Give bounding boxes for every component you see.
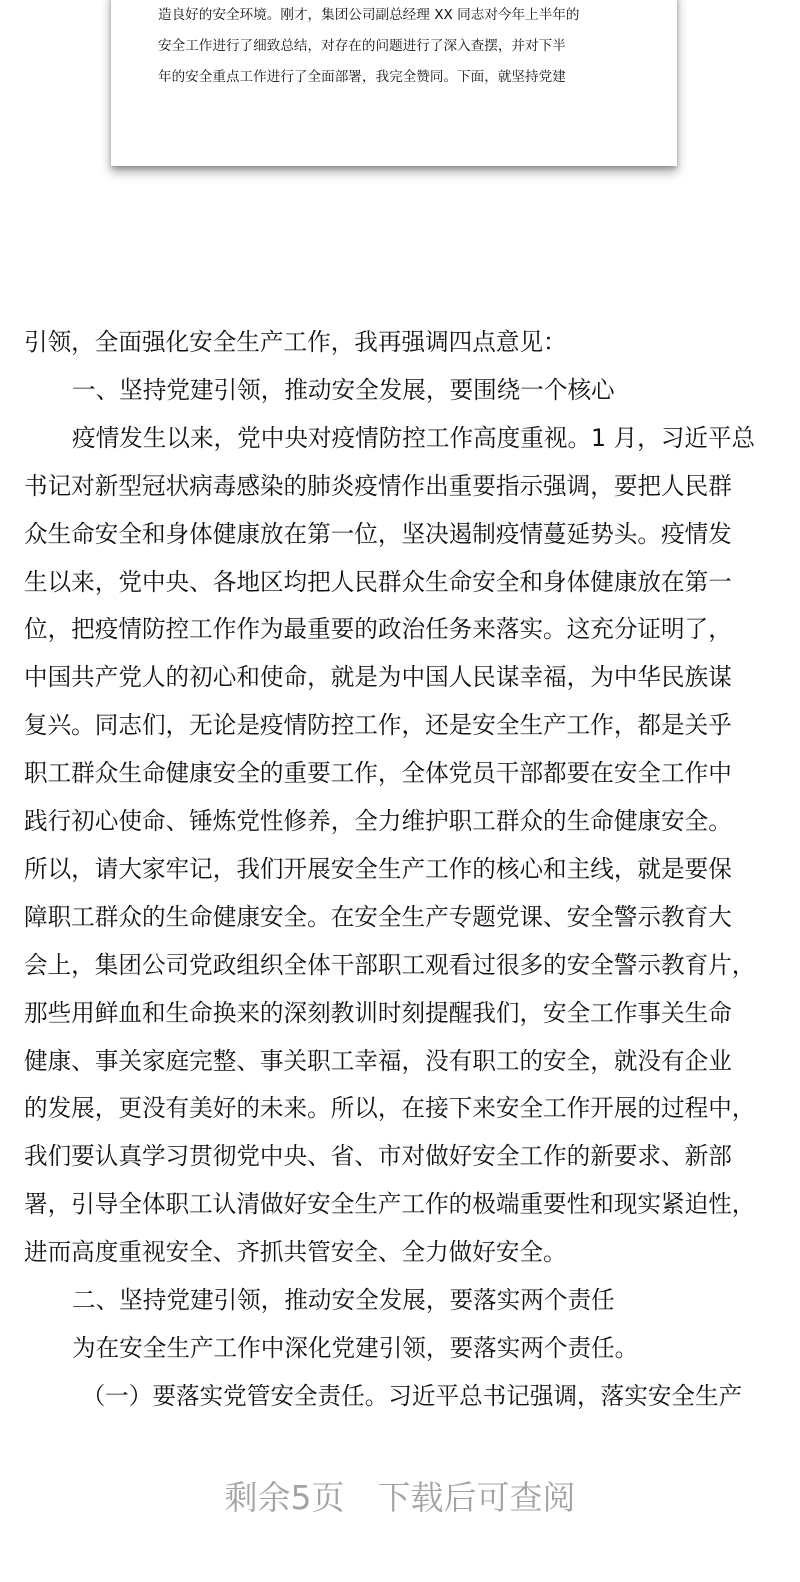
paragraph-line: 职工群众生命健康安全的重要工作，全体党员干部都要在安全工作中 xyxy=(24,759,732,788)
paragraph-line: 践行初心使命、锤炼党性修养，全力维护职工群众的生命健康安全。 xyxy=(24,807,732,835)
paragraph-line: 为在安全生产工作中深化党建引领，要落实两个责任。 xyxy=(72,1333,639,1362)
paragraph-line: （一）要落实党管安全责任。习近平总书记强调，落实安全生产 xyxy=(81,1381,743,1410)
preview-text-line: 年的安全重点工作进行了全面部署，我完全赞同。下面，就坚持党建 xyxy=(158,69,566,85)
paragraph-line: 会上，集团公司党政组织全体干部职工观看过很多的安全警示教育片， xyxy=(24,950,756,979)
paragraph-line: 位，把疫情防控工作作为最重要的政治任务来落实。这充分证明了， xyxy=(24,615,732,644)
paragraph-line: 生以来，党中央、各地区均把人民群众生命安全和身体健康放在第一 xyxy=(24,567,732,596)
paragraph-line: 所以，请大家牢记，我们开展安全生产工作的核心和主线，就是要保 xyxy=(24,854,732,883)
paragraph-line: 我们要认真学习贯彻党中央、省、市对做好安全工作的新要求、新部 xyxy=(24,1142,732,1171)
paragraph-line: 中国共产党人的初心和使命，就是为中国人民谋幸福，为中华民族谋 xyxy=(24,663,732,692)
paragraph-line: 疫情发生以来，党中央对疫情防控工作高度重视。1 月，习近平总 xyxy=(72,423,756,452)
paragraph-line: 的发展，更没有美好的未来。所以，在接下来安全工作开展的过程中， xyxy=(24,1094,756,1123)
paragraph-line: 引领，全面强化安全生产工作，我再强调四点意见： xyxy=(24,328,567,356)
preview-text-line: 造良好的安全环境。刚才，集团公司副总经理 XX 同志对今年上半年的 xyxy=(158,7,580,23)
paragraph-line: 进而高度重视安全、齐抓共管安全、全力做好安全。 xyxy=(24,1238,567,1267)
paragraph-line: 众生命安全和身体健康放在第一位，坚决遏制疫情蔓延势头。疫情发 xyxy=(24,519,732,548)
paragraph-line: 署，引导全体职工认清做好安全生产工作的极端重要性和现实紧迫性， xyxy=(24,1190,756,1219)
paragraph-line: 那些用鲜血和生命换来的深刻教训时刻提醒我们，安全工作事关生命 xyxy=(24,998,732,1027)
paragraph-line: 一、坚持党建引领，推动安全发展，要围绕一个核心 xyxy=(72,375,615,404)
preview-text-line: 安全工作进行了细致总结，对存在的问题进行了深入查摆，并对下半 xyxy=(158,38,566,54)
download-to-view-more-prompt[interactable]: 剩余5页 下载后可查阅 xyxy=(224,1478,576,1517)
paragraph-line: 健康、事关家庭完整、事关职工幸福，没有职工的安全，就没有企业 xyxy=(24,1046,732,1075)
paragraph-line: 书记对新型冠状病毒感染的肺炎疫情作出重要指示强调，要把人民群 xyxy=(24,471,732,500)
paragraph-line: 二、坚持党建引领，推动安全发展，要落实两个责任 xyxy=(72,1286,615,1314)
paragraph-line: 复兴。同志们，无论是疫情防控工作，还是安全生产工作，都是关乎 xyxy=(24,711,732,740)
preview-page-card xyxy=(111,0,677,166)
paragraph-line: 障职工群众的生命健康安全。在安全生产专题党课、安全警示教育大 xyxy=(24,902,732,931)
